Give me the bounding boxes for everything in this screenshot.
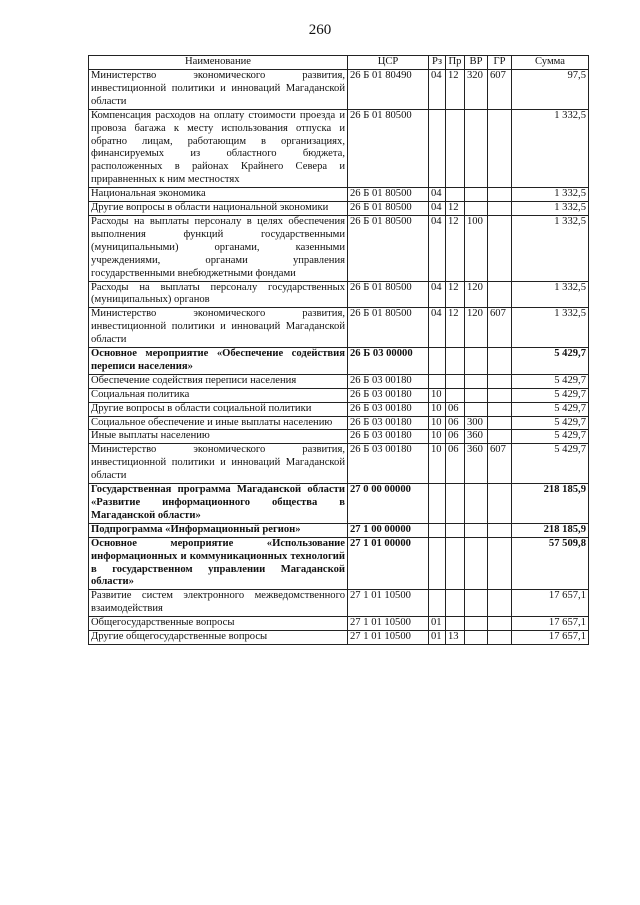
cell-vr: [465, 537, 488, 590]
cell-vr: 320: [465, 70, 488, 110]
cell-name: Министерство экономического развития, инвестиционной политики и инноваций Магаданской области: [89, 70, 348, 110]
cell-pr: [446, 348, 465, 375]
cell-vr: [465, 523, 488, 537]
cell-sum: 218 185,9: [512, 523, 589, 537]
cell-rz: 04: [429, 188, 446, 202]
cell-vr: [465, 374, 488, 388]
cell-gr: [488, 109, 512, 187]
cell-sum: 1 332,5: [512, 109, 589, 187]
cell-pr: 12: [446, 202, 465, 216]
cell-pr: 12: [446, 70, 465, 110]
table-row: [89, 374, 589, 388]
header-rz: Рз: [429, 56, 446, 70]
header-vr: ВР: [465, 56, 488, 70]
cell-gr: [488, 523, 512, 537]
cell-rz: 04: [429, 215, 446, 281]
table-row: [89, 537, 589, 590]
cell-sum: 5 429,7: [512, 374, 589, 388]
cell-csr: 27 1 01 10500: [348, 617, 429, 631]
cell-gr: 607: [488, 70, 512, 110]
cell-sum: 17 657,1: [512, 590, 589, 617]
cell-sum: 5 429,7: [512, 430, 589, 444]
cell-rz: [429, 348, 446, 375]
cell-pr: [446, 617, 465, 631]
cell-sum: 5 429,7: [512, 348, 589, 375]
cell-gr: 607: [488, 308, 512, 348]
cell-rz: 04: [429, 281, 446, 308]
cell-rz: 04: [429, 70, 446, 110]
cell-name: Государственная программа Магаданской области «Развитие информационного общества в Магаданской области»: [89, 484, 348, 524]
cell-gr: [488, 590, 512, 617]
cell-csr: 26 Б 01 80500: [348, 202, 429, 216]
table-row: [89, 523, 589, 537]
table-row: [89, 109, 589, 187]
cell-pr: [446, 523, 465, 537]
table-row: [89, 590, 589, 617]
cell-pr: 12: [446, 281, 465, 308]
cell-sum: 1 332,5: [512, 202, 589, 216]
cell-pr: 12: [446, 308, 465, 348]
cell-pr: [446, 484, 465, 524]
cell-csr: 26 Б 01 80500: [348, 215, 429, 281]
cell-rz: [429, 484, 446, 524]
cell-rz: [429, 523, 446, 537]
table-row: [89, 388, 589, 402]
cell-vr: 300: [465, 416, 488, 430]
cell-name: Другие вопросы в области национальной экономики: [89, 202, 348, 216]
table-row: [89, 631, 589, 645]
cell-pr: 12: [446, 215, 465, 281]
cell-vr: [465, 484, 488, 524]
cell-gr: [488, 484, 512, 524]
table-row: [89, 416, 589, 430]
cell-gr: [488, 631, 512, 645]
cell-rz: 04: [429, 308, 446, 348]
table-row: [89, 70, 589, 110]
cell-rz: 01: [429, 631, 446, 645]
cell-name: Другие вопросы в области социальной политики: [89, 402, 348, 416]
cell-sum: 1 332,5: [512, 188, 589, 202]
cell-sum: 1 332,5: [512, 308, 589, 348]
cell-csr: 26 Б 01 80500: [348, 281, 429, 308]
budget-table: [88, 55, 589, 645]
cell-sum: 5 429,7: [512, 402, 589, 416]
cell-csr: 26 Б 03 00180: [348, 416, 429, 430]
cell-csr: 27 1 01 10500: [348, 590, 429, 617]
cell-sum: 57 509,8: [512, 537, 589, 590]
cell-rz: 10: [429, 388, 446, 402]
table-row: [89, 348, 589, 375]
cell-pr: 13: [446, 631, 465, 645]
cell-csr: 26 Б 01 80500: [348, 188, 429, 202]
header-sum: Сумма: [512, 56, 589, 70]
cell-rz: 10: [429, 444, 446, 484]
cell-vr: [465, 202, 488, 216]
cell-vr: [465, 631, 488, 645]
cell-gr: [488, 188, 512, 202]
cell-rz: [429, 590, 446, 617]
cell-name: Социальное обеспечение и иные выплаты населению: [89, 416, 348, 430]
table-row: [89, 215, 589, 281]
cell-name: Развитие систем электронного межведомственного взаимодействия: [89, 590, 348, 617]
cell-sum: 17 657,1: [512, 631, 589, 645]
cell-name: Общегосударственные вопросы: [89, 617, 348, 631]
cell-sum: 218 185,9: [512, 484, 589, 524]
cell-csr: 26 Б 01 80500: [348, 109, 429, 187]
cell-name: Министерство экономического развития, инвестиционной политики и инноваций Магаданской области: [89, 444, 348, 484]
cell-vr: [465, 617, 488, 631]
table-row: [89, 188, 589, 202]
cell-vr: [465, 188, 488, 202]
cell-gr: [488, 402, 512, 416]
cell-rz: [429, 374, 446, 388]
cell-gr: 607: [488, 444, 512, 484]
table-row: [89, 308, 589, 348]
cell-sum: 5 429,7: [512, 444, 589, 484]
cell-sum: 17 657,1: [512, 617, 589, 631]
cell-name: Основное мероприятие «Использование информационных и коммуникационных технологий в государственном управлении Магаданской области»: [89, 537, 348, 590]
cell-name: Компенсация расходов на оплату стоимости проезда и провоза багажа к месту использования отпуска и обратно лицам, работающим в организациях, финансируемых из областного бюджета, расположенных в районах Крайнего Севера и приравненных к ним местностях: [89, 109, 348, 187]
header-name: Наименование: [89, 56, 348, 70]
cell-pr: [446, 374, 465, 388]
cell-rz: 10: [429, 416, 446, 430]
cell-csr: 26 Б 03 00180: [348, 430, 429, 444]
cell-name: Социальная политика: [89, 388, 348, 402]
table-header-row: [89, 56, 589, 70]
cell-pr: 06: [446, 416, 465, 430]
table-row: [89, 444, 589, 484]
cell-csr: 27 0 00 00000: [348, 484, 429, 524]
cell-csr: 26 Б 03 00180: [348, 388, 429, 402]
cell-pr: [446, 590, 465, 617]
cell-name: Иные выплаты населению: [89, 430, 348, 444]
cell-name: Подпрограмма «Информационный регион»: [89, 523, 348, 537]
cell-rz: 01: [429, 617, 446, 631]
cell-pr: [446, 537, 465, 590]
cell-gr: [488, 202, 512, 216]
cell-vr: 360: [465, 444, 488, 484]
cell-vr: 100: [465, 215, 488, 281]
cell-rz: 04: [429, 202, 446, 216]
cell-sum: 97,5: [512, 70, 589, 110]
cell-vr: [465, 109, 488, 187]
cell-name: Национальная экономика: [89, 188, 348, 202]
cell-rz: [429, 537, 446, 590]
cell-gr: [488, 374, 512, 388]
cell-pr: 06: [446, 444, 465, 484]
cell-csr: 27 1 01 10500: [348, 631, 429, 645]
cell-pr: [446, 188, 465, 202]
cell-sum: 1 332,5: [512, 215, 589, 281]
cell-sum: 1 332,5: [512, 281, 589, 308]
cell-vr: 120: [465, 281, 488, 308]
cell-vr: 120: [465, 308, 488, 348]
cell-name: Основное мероприятие «Обеспечение содействия переписи населения»: [89, 348, 348, 375]
table-row: [89, 484, 589, 524]
cell-pr: 06: [446, 430, 465, 444]
cell-name: Расходы на выплаты персоналу государственных (муниципальных) органов: [89, 281, 348, 308]
cell-csr: 26 Б 03 00180: [348, 402, 429, 416]
cell-name: Обеспечение содействия переписи населения: [89, 374, 348, 388]
cell-csr: 27 1 00 00000: [348, 523, 429, 537]
cell-vr: [465, 348, 488, 375]
cell-csr: 26 Б 01 80490: [348, 70, 429, 110]
cell-gr: [488, 388, 512, 402]
cell-sum: 5 429,7: [512, 416, 589, 430]
header-csr: ЦСР: [348, 56, 429, 70]
cell-vr: 360: [465, 430, 488, 444]
table-row: [89, 430, 589, 444]
cell-gr: [488, 348, 512, 375]
cell-gr: [488, 537, 512, 590]
cell-name: Другие общегосударственные вопросы: [89, 631, 348, 645]
cell-vr: [465, 402, 488, 416]
cell-pr: 06: [446, 402, 465, 416]
table-row: [89, 617, 589, 631]
cell-name: Расходы на выплаты персоналу в целях обеспечения выполнения функций государственными (муниципальными) органами, казенными учреждениями, органами управления государственными внебюджетными фондами: [89, 215, 348, 281]
cell-rz: [429, 109, 446, 187]
cell-csr: 26 Б 03 00180: [348, 374, 429, 388]
table-row: [89, 202, 589, 216]
cell-rz: 10: [429, 430, 446, 444]
header-pr: Пр: [446, 56, 465, 70]
cell-vr: [465, 590, 488, 617]
page-number: 260: [308, 22, 332, 38]
cell-vr: [465, 388, 488, 402]
cell-pr: [446, 388, 465, 402]
cell-csr: 26 Б 03 00000: [348, 348, 429, 375]
table-row: [89, 402, 589, 416]
cell-gr: [488, 617, 512, 631]
cell-gr: [488, 430, 512, 444]
table-row: [89, 281, 589, 308]
cell-csr: 26 Б 01 80500: [348, 308, 429, 348]
cell-csr: 27 1 01 00000: [348, 537, 429, 590]
cell-rz: 10: [429, 402, 446, 416]
cell-pr: [446, 109, 465, 187]
cell-gr: [488, 281, 512, 308]
cell-sum: 5 429,7: [512, 388, 589, 402]
cell-name: Министерство экономического развития, инвестиционной политики и инноваций Магаданской области: [89, 308, 348, 348]
header-gr: ГР: [488, 56, 512, 70]
cell-gr: [488, 215, 512, 281]
cell-csr: 26 Б 03 00180: [348, 444, 429, 484]
cell-gr: [488, 416, 512, 430]
